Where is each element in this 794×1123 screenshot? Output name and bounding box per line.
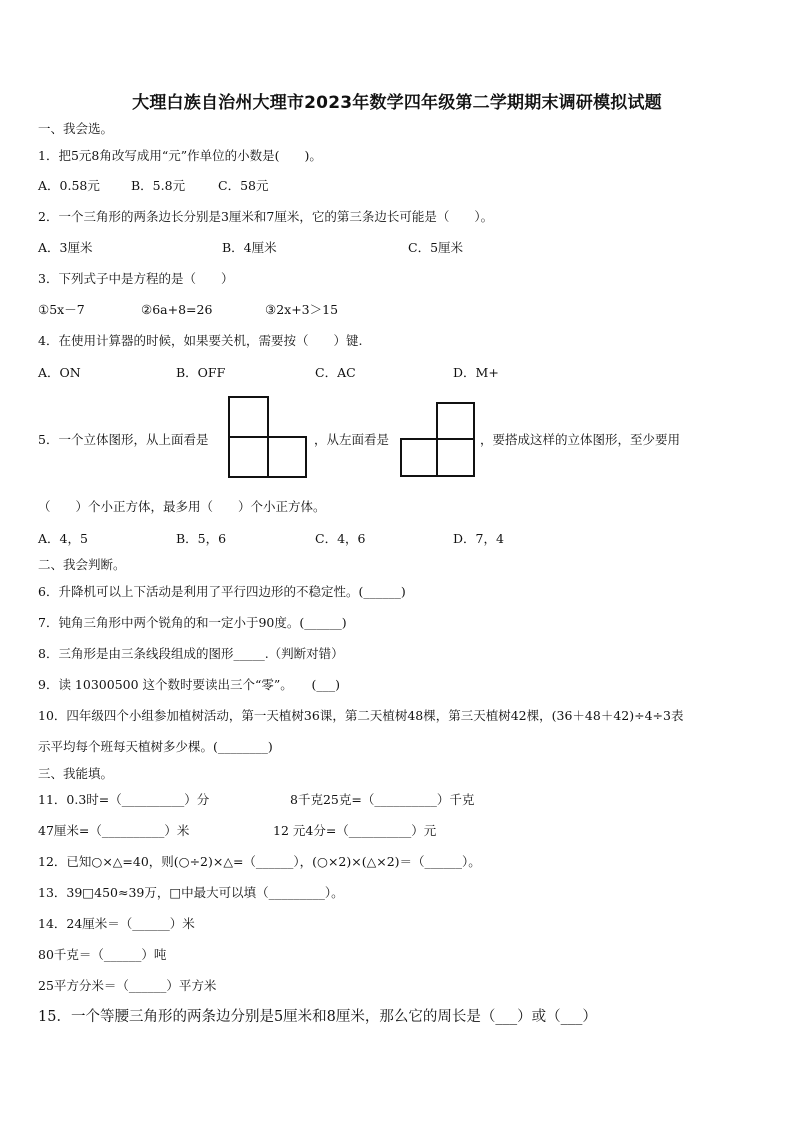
q3-option-3: ③2x+3＞15 bbox=[265, 302, 339, 317]
q2-option-c: C．5厘米 bbox=[408, 240, 464, 255]
question-14c: 25平方分米＝（______）平方米 bbox=[38, 978, 217, 993]
question-6: 6．升降机可以上下活动是利用了平行四边形的不稳定性。(______) bbox=[38, 584, 406, 599]
q5-option-d: D．7，4 bbox=[453, 531, 504, 546]
question-5-part2: ，从左面看是 bbox=[314, 432, 390, 447]
q2-option-b: B．4厘米 bbox=[222, 240, 277, 255]
question-12: 12．已知○×△=40，则(○÷2)×△=（______），(○×2)×(△×2)＝（______）。 bbox=[38, 854, 481, 869]
q4-option-b: B．OFF bbox=[176, 365, 226, 380]
exam-title: 大理白族自治州大理市2023年数学四年级第二学期期末调研模拟试题 bbox=[132, 93, 662, 113]
q3-option-1: ①5x－7 bbox=[38, 302, 85, 317]
question-1: 1．把5元8角改写成用“元”作单位的小数是( )。 bbox=[38, 148, 322, 163]
question-11c: 47厘米=（__________）米 bbox=[38, 823, 190, 838]
q2-option-a: A．3厘米 bbox=[38, 240, 93, 255]
q1-option-c: C．58元 bbox=[218, 178, 269, 193]
question-5-part1: 5．一个立体图形，从上面看是 bbox=[38, 432, 209, 447]
question-10-line2: 示平均每个班每天植树多少棵。(________) bbox=[38, 739, 273, 754]
question-4: 4．在使用计算器的时候，如果要关机，需要按（ ）键. bbox=[38, 333, 363, 348]
question-2: 2．一个三角形的两条边长分别是3厘米和7厘米，它的第三条边长可能是（ ）。 bbox=[38, 209, 494, 224]
section-heading-choose: 一、我会选。 bbox=[38, 121, 114, 136]
question-11b: 8千克25克=（__________）千克 bbox=[290, 792, 475, 807]
q1-option-a: A．0.58元 bbox=[38, 178, 100, 193]
section-heading-judge: 二、我会判断。 bbox=[38, 557, 126, 572]
section-heading-fill: 三、我能填。 bbox=[38, 766, 114, 781]
q4-option-a: A．ON bbox=[38, 365, 81, 380]
question-8: 8．三角形是由三条线段组成的图形_____.（判断对错） bbox=[38, 646, 344, 661]
question-5-part3: ，要搭成这样的立体图形，至少要用 bbox=[480, 432, 681, 447]
question-14b: 80千克＝（______）吨 bbox=[38, 947, 167, 962]
question-5-line2: （ ）个小正方体，最多用（ ）个小正方体。 bbox=[38, 499, 326, 514]
q4-option-d: D．M+ bbox=[453, 365, 499, 380]
question-11a: 11．0.3时=（__________）分 bbox=[38, 792, 210, 807]
top-view-figure bbox=[228, 396, 308, 478]
question-11d: 12 元4分=（__________）元 bbox=[273, 823, 437, 838]
q5-option-b: B．5，6 bbox=[176, 531, 227, 546]
question-3: 3．下列式子中是方程的是（ ） bbox=[38, 271, 234, 286]
q5-option-a: A．4，5 bbox=[38, 531, 88, 546]
q1-option-b: B．5.8元 bbox=[131, 178, 186, 193]
q5-option-c: C．4，6 bbox=[315, 531, 366, 546]
left-view-figure bbox=[400, 402, 476, 478]
question-13: 13．39□450≈39万，□中最大可以填（_________）。 bbox=[38, 885, 344, 900]
question-14a: 14．24厘米＝（______）米 bbox=[38, 916, 195, 931]
question-9: 9．读 10300500 这个数时要读出三个“零”。 (___) bbox=[38, 677, 341, 692]
q4-option-c: C．AC bbox=[315, 365, 356, 380]
q3-option-2: ②6a+8=26 bbox=[141, 302, 213, 317]
question-7: 7．钝角三角形中两个锐角的和一定小于90度。(______) bbox=[38, 615, 347, 630]
question-10-line1: 10．四年级四个小组参加植树活动，第一天植树36课，第二天植树48棵，第三天植树42棵，(36＋48＋42)÷4÷3表 bbox=[38, 708, 684, 723]
question-15: 15．一个等腰三角形的两条边分别是5厘米和8厘米，那么它的周长是（___）或（___） bbox=[38, 1009, 597, 1025]
